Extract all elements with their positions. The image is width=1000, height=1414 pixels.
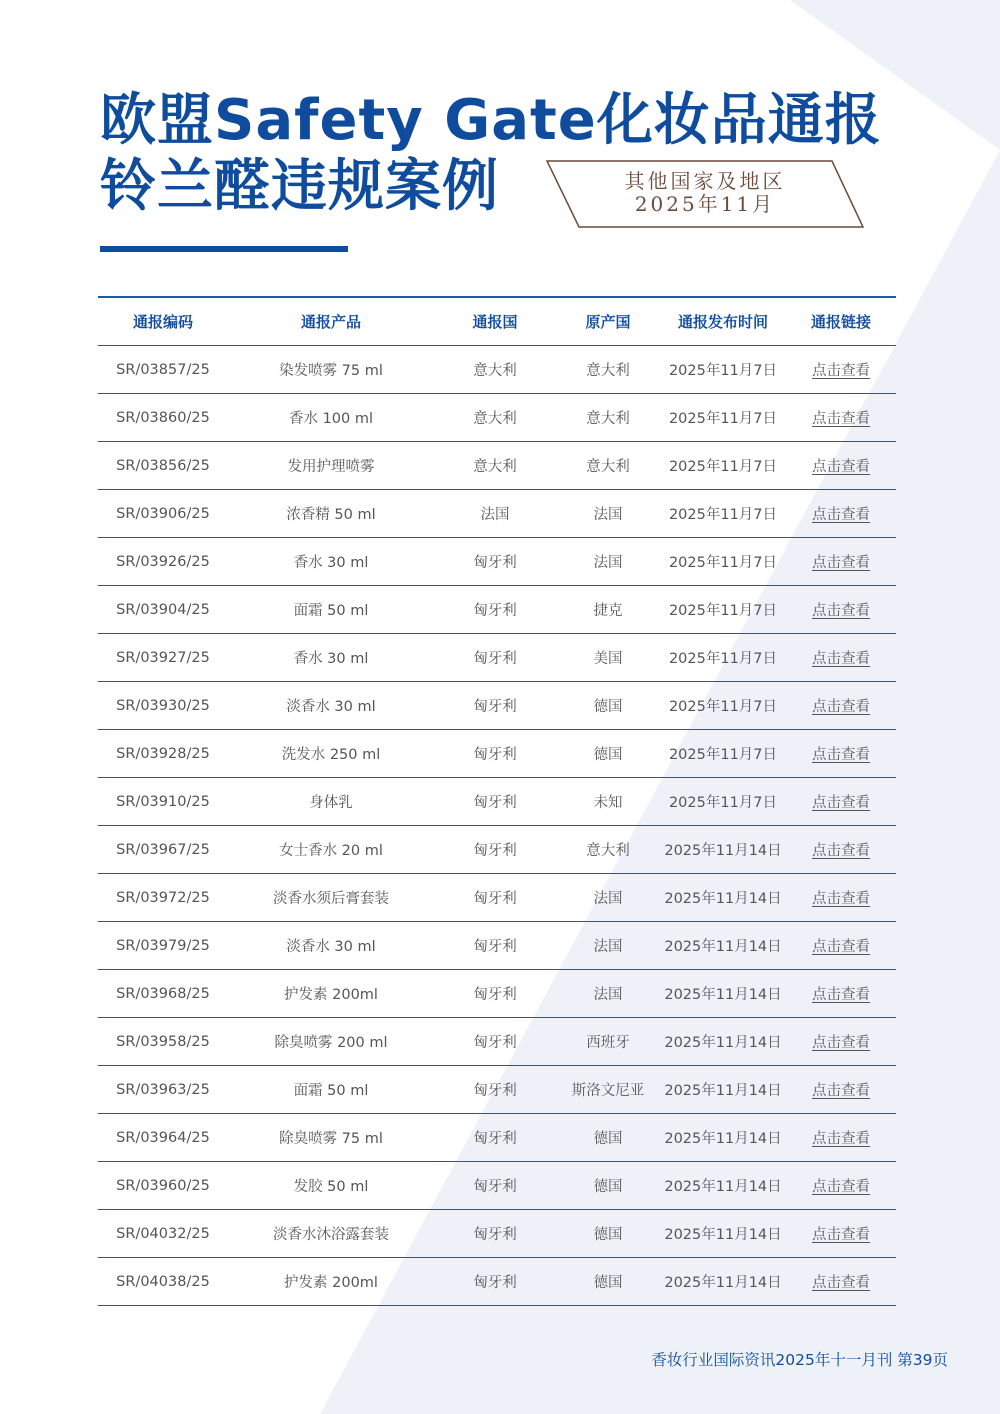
table-row: [98, 970, 896, 1018]
cell-link: [786, 970, 896, 1018]
cell-publish-date: 2025年11月14日: [660, 826, 786, 874]
cell-publish-date: 2025年11月7日: [660, 778, 786, 826]
cell-origin-country: 意大利: [556, 826, 660, 874]
badge-region: 其他国家及地区: [624, 169, 786, 193]
cell-notification-code: SR/03958/25: [98, 1018, 228, 1066]
view-link[interactable]: 点击查看: [812, 459, 870, 475]
column-header-origin-country: 原产国: [556, 297, 660, 346]
cell-product: 香水 100 ml: [228, 394, 434, 442]
cell-product: 面霜 50 ml: [228, 1066, 434, 1114]
cell-notifying-country: 匈牙利: [434, 874, 556, 922]
column-header-link: 通报链接: [786, 297, 896, 346]
cell-notification-code: SR/03927/25: [98, 634, 228, 682]
cell-origin-country: 意大利: [556, 442, 660, 490]
page-footer: 香妆行业国际资讯2025年十一月刊 第39页: [651, 1351, 948, 1369]
cell-product: 面霜 50 ml: [228, 586, 434, 634]
cell-link: [786, 1066, 896, 1114]
cell-notification-code: SR/03857/25: [98, 346, 228, 394]
cell-link: [786, 1018, 896, 1066]
cell-origin-country: 德国: [556, 1258, 660, 1306]
cell-publish-date: 2025年11月14日: [660, 1018, 786, 1066]
cell-product: 香水 30 ml: [228, 538, 434, 586]
cell-notifying-country: 匈牙利: [434, 970, 556, 1018]
cell-publish-date: 2025年11月7日: [660, 730, 786, 778]
table-row: [98, 1258, 896, 1306]
column-header-publish-date: 通报发布时间: [660, 297, 786, 346]
cell-product: 除臭喷雾 75 ml: [228, 1114, 434, 1162]
table-row: [98, 634, 896, 682]
cell-link: [786, 922, 896, 970]
view-link[interactable]: 点击查看: [812, 1035, 870, 1051]
table-header-row: [98, 297, 896, 346]
view-link[interactable]: 点击查看: [812, 843, 870, 859]
table-row: [98, 586, 896, 634]
cell-origin-country: 未知: [556, 778, 660, 826]
cell-notifying-country: 匈牙利: [434, 1066, 556, 1114]
view-link[interactable]: 点击查看: [812, 1275, 870, 1291]
table-body: [98, 346, 896, 1306]
view-link[interactable]: 点击查看: [812, 747, 870, 763]
view-link[interactable]: 点击查看: [812, 411, 870, 427]
cell-publish-date: 2025年11月7日: [660, 538, 786, 586]
cell-publish-date: 2025年11月14日: [660, 1066, 786, 1114]
cell-product: 浓香精 50 ml: [228, 490, 434, 538]
cell-origin-country: 意大利: [556, 346, 660, 394]
column-header-notifying-country: 通报国: [434, 297, 556, 346]
cell-notifying-country: 匈牙利: [434, 922, 556, 970]
view-link[interactable]: 点击查看: [812, 555, 870, 571]
cell-notifying-country: 匈牙利: [434, 778, 556, 826]
cell-origin-country: 意大利: [556, 394, 660, 442]
cell-link: [786, 682, 896, 730]
cell-product: 身体乳: [228, 778, 434, 826]
cell-product: 淡香水 30 ml: [228, 682, 434, 730]
cell-notifying-country: 匈牙利: [434, 682, 556, 730]
view-link[interactable]: 点击查看: [812, 699, 870, 715]
table-row: [98, 1018, 896, 1066]
table-row: [98, 826, 896, 874]
cell-product: 护发素 200ml: [228, 970, 434, 1018]
cell-notifying-country: 匈牙利: [434, 826, 556, 874]
table-row: [98, 730, 896, 778]
view-link[interactable]: 点击查看: [812, 603, 870, 619]
cell-origin-country: 法国: [556, 538, 660, 586]
cell-origin-country: 西班牙: [556, 1018, 660, 1066]
table-row: [98, 394, 896, 442]
view-link[interactable]: 点击查看: [812, 1131, 870, 1147]
cell-origin-country: 法国: [556, 922, 660, 970]
cell-notifying-country: 意大利: [434, 394, 556, 442]
cell-notifying-country: 匈牙利: [434, 730, 556, 778]
cell-origin-country: 捷克: [556, 586, 660, 634]
cell-origin-country: 德国: [556, 730, 660, 778]
cell-link: [786, 778, 896, 826]
cell-notifying-country: 匈牙利: [434, 586, 556, 634]
cell-product: 淡香水 30 ml: [228, 922, 434, 970]
cell-publish-date: 2025年11月14日: [660, 922, 786, 970]
cell-publish-date: 2025年11月14日: [660, 1258, 786, 1306]
view-link[interactable]: 点击查看: [812, 1179, 870, 1195]
view-link[interactable]: 点击查看: [812, 939, 870, 955]
view-link[interactable]: 点击查看: [812, 363, 870, 379]
title-line-2: 铃兰醛违规案例: [100, 154, 499, 219]
column-header-product: 通报产品: [228, 297, 434, 346]
table-row: [98, 922, 896, 970]
notification-table: [98, 296, 896, 1306]
cell-notifying-country: 匈牙利: [434, 1018, 556, 1066]
view-link[interactable]: 点击查看: [812, 987, 870, 1003]
cell-publish-date: 2025年11月7日: [660, 682, 786, 730]
cell-notification-code: SR/03910/25: [98, 778, 228, 826]
table-row: [98, 1114, 896, 1162]
cell-link: [786, 874, 896, 922]
cell-notification-code: SR/03967/25: [98, 826, 228, 874]
table-row: [98, 874, 896, 922]
cell-notification-code: SR/03930/25: [98, 682, 228, 730]
cell-product: 除臭喷雾 200 ml: [228, 1018, 434, 1066]
cell-product: 淡香水沐浴露套装: [228, 1210, 434, 1258]
cell-notifying-country: 意大利: [434, 346, 556, 394]
view-link[interactable]: 点击查看: [812, 795, 870, 811]
cell-link: [786, 346, 896, 394]
cell-notification-code: SR/03960/25: [98, 1162, 228, 1210]
cell-origin-country: 法国: [556, 874, 660, 922]
table-row: [98, 778, 896, 826]
cell-link: [786, 538, 896, 586]
cell-notification-code: SR/04032/25: [98, 1210, 228, 1258]
cell-product: 女士香水 20 ml: [228, 826, 434, 874]
date-region-badge: [546, 160, 864, 228]
cell-publish-date: 2025年11月14日: [660, 874, 786, 922]
cell-product: 染发喷雾 75 ml: [228, 346, 434, 394]
badge-date: 2025年11月: [634, 192, 776, 216]
cell-link: [786, 826, 896, 874]
cell-link: [786, 394, 896, 442]
cell-product: 洗发水 250 ml: [228, 730, 434, 778]
cell-link: [786, 1162, 896, 1210]
cell-notification-code: SR/03979/25: [98, 922, 228, 970]
table-row: [98, 1162, 896, 1210]
view-link[interactable]: 点击查看: [812, 651, 870, 667]
view-link[interactable]: 点击查看: [812, 1083, 870, 1099]
cell-publish-date: 2025年11月7日: [660, 634, 786, 682]
cell-link: [786, 442, 896, 490]
cell-notifying-country: 匈牙利: [434, 1162, 556, 1210]
cell-origin-country: 德国: [556, 1210, 660, 1258]
cell-origin-country: 德国: [556, 682, 660, 730]
cell-notification-code: SR/03928/25: [98, 730, 228, 778]
cell-origin-country: 法国: [556, 490, 660, 538]
cell-origin-country: 美国: [556, 634, 660, 682]
cell-product: 发胶 50 ml: [228, 1162, 434, 1210]
cell-product: 发用护理喷雾: [228, 442, 434, 490]
cell-notification-code: SR/03963/25: [98, 1066, 228, 1114]
view-link[interactable]: 点击查看: [812, 891, 870, 907]
cell-notification-code: SR/04038/25: [98, 1258, 228, 1306]
table-row: [98, 490, 896, 538]
cell-publish-date: 2025年11月14日: [660, 1114, 786, 1162]
cell-link: [786, 634, 896, 682]
cell-origin-country: 斯洛文尼亚: [556, 1066, 660, 1114]
cell-link: [786, 1210, 896, 1258]
view-link[interactable]: 点击查看: [812, 507, 870, 523]
cell-product: 淡香水须后膏套装: [228, 874, 434, 922]
cell-publish-date: 2025年11月7日: [660, 586, 786, 634]
cell-link: [786, 1114, 896, 1162]
title-line-1: 欧盟Safety Gate化妆品通报: [100, 88, 882, 153]
table-row: [98, 442, 896, 490]
cell-link: [786, 730, 896, 778]
table-row: [98, 1210, 896, 1258]
cell-publish-date: 2025年11月7日: [660, 442, 786, 490]
title-underline: [100, 246, 348, 252]
table-row: [98, 1066, 896, 1114]
cell-notifying-country: 匈牙利: [434, 1210, 556, 1258]
cell-publish-date: 2025年11月7日: [660, 490, 786, 538]
cell-link: [786, 586, 896, 634]
cell-notifying-country: 法国: [434, 490, 556, 538]
cell-notification-code: SR/03860/25: [98, 394, 228, 442]
cell-notification-code: SR/03926/25: [98, 538, 228, 586]
cell-origin-country: 德国: [556, 1162, 660, 1210]
cell-publish-date: 2025年11月7日: [660, 346, 786, 394]
cell-link: [786, 1258, 896, 1306]
table-row: [98, 538, 896, 586]
cell-publish-date: 2025年11月14日: [660, 1210, 786, 1258]
cell-publish-date: 2025年11月14日: [660, 970, 786, 1018]
cell-link: [786, 490, 896, 538]
cell-origin-country: 法国: [556, 970, 660, 1018]
cell-publish-date: 2025年11月7日: [660, 394, 786, 442]
cell-product: 香水 30 ml: [228, 634, 434, 682]
cell-notification-code: SR/03968/25: [98, 970, 228, 1018]
cell-product: 护发素 200ml: [228, 1258, 434, 1306]
cell-notification-code: SR/03906/25: [98, 490, 228, 538]
cell-publish-date: 2025年11月14日: [660, 1162, 786, 1210]
cell-notifying-country: 匈牙利: [434, 1114, 556, 1162]
cell-notifying-country: 匈牙利: [434, 1258, 556, 1306]
notification-table-wrapper: [98, 296, 896, 1306]
table-row: [98, 346, 896, 394]
column-header-code: 通报编码: [98, 297, 228, 346]
cell-notification-code: SR/03964/25: [98, 1114, 228, 1162]
cell-notifying-country: 意大利: [434, 442, 556, 490]
cell-notification-code: SR/03856/25: [98, 442, 228, 490]
view-link[interactable]: 点击查看: [812, 1227, 870, 1243]
cell-origin-country: 德国: [556, 1114, 660, 1162]
table-row: [98, 682, 896, 730]
cell-notifying-country: 匈牙利: [434, 634, 556, 682]
cell-notification-code: SR/03972/25: [98, 874, 228, 922]
cell-notification-code: SR/03904/25: [98, 586, 228, 634]
cell-notifying-country: 匈牙利: [434, 538, 556, 586]
